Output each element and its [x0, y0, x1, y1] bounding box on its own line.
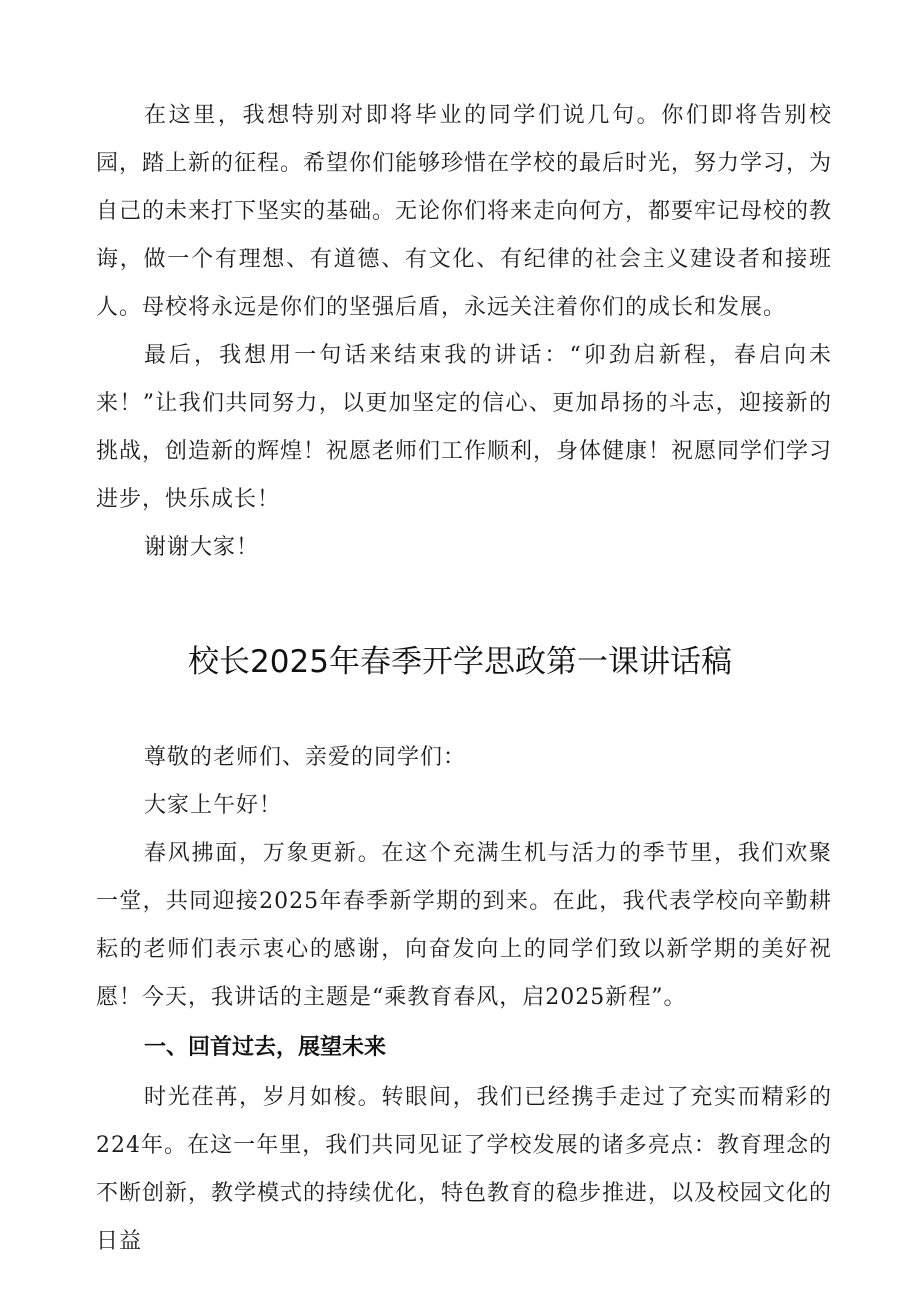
section-1-title: 一、回首过去，展望未来 — [144, 1035, 387, 1060]
previous-speech-ending — [96, 92, 832, 572]
graduates-paragraph: 在这里，我想特别对即将毕业的同学们说几句。你们即将告别校园，踏上新的征程。希望你们能够珍惜在学校的最后时光，努力学习，为自己的未来打下坚实的基础。无论你们将来走向何方，都要牢记母校的教诲，做一个有理想、有道德、有文化、有纪律的社会主义建设者和接班人。母校将永远是你们的坚强后盾，永远关注着你们的成长和发展。 — [96, 103, 833, 320]
closing-paragraph: 最后，我想用一句话来结束我的讲话：“卯劲启新程，春启向未来！”让我们共同努力，以更加坚定的信心、更加昂扬的斗志，迎接新的挑战，创造新的辉煌！祝愿老师们工作顺利，身体健康！祝愿同学们学习进步，快乐成长！ — [96, 343, 833, 512]
thanks-line: 谢谢大家！ — [144, 535, 260, 560]
document-title: 校长2025年春季开学思政第一课讲话稿 — [188, 644, 732, 680]
section-1-paragraph: 时光荏苒，岁月如梭。转眼间，我们已经携手走过了充实而精彩的224年。在这一年里，我们共同见证了学校发展的诸多亮点：教育理念的不断创新，教学模式的持续优化，特色教育的稳步推进，以及校园文化的日益 — [96, 1085, 833, 1254]
greeting: 大家上午好！ — [144, 793, 283, 818]
intro-paragraph: 春风拂面，万象更新。在这个充满生机与活力的季节里，我们欢聚一堂，共同迎接2025年春季新学期的到来。在此，我代表学校向辛勤耕耘的老师们表示衷心的感谢，向奋发向上的同学们致以新学期的美好祝愿！今天，我讲话的主题是“乘教育春风，启2025新程”。 — [96, 841, 832, 1010]
salutation: 尊敬的老师们、亲爱的同学们： — [144, 745, 467, 770]
speech-body — [96, 734, 832, 1266]
